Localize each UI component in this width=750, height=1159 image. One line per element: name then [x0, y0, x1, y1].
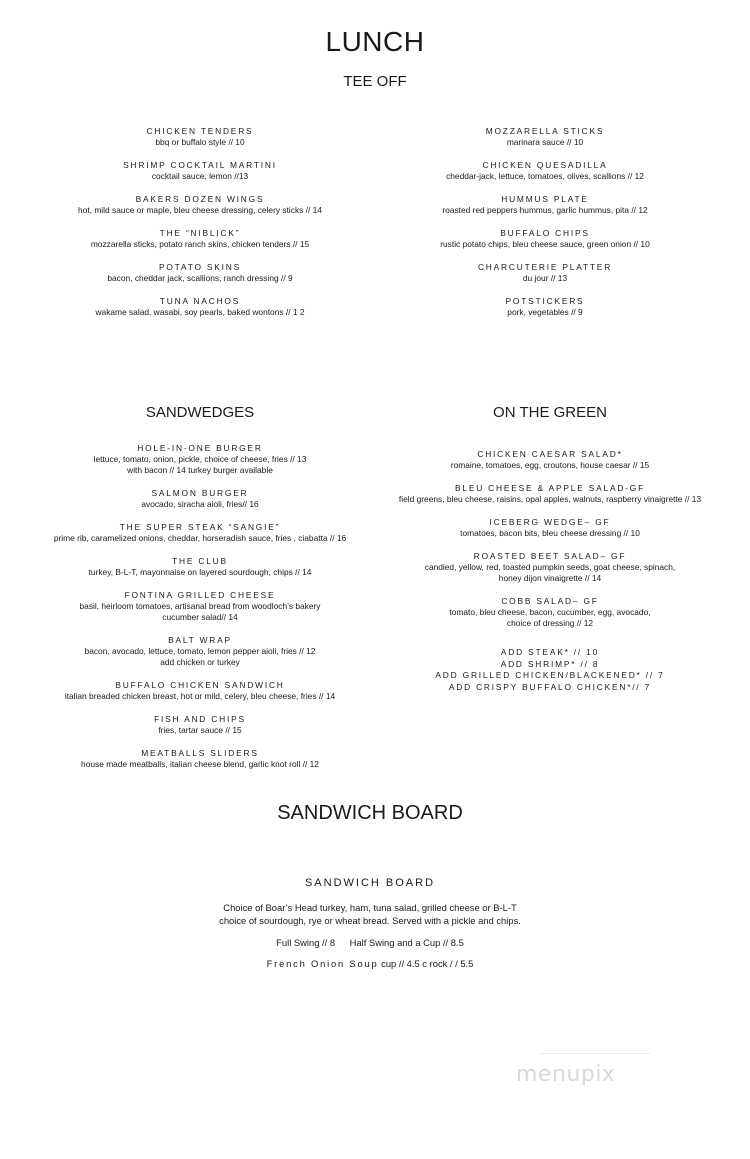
- menu-item: [380, 449, 720, 471]
- tee-off-left-column: [40, 126, 360, 330]
- item-desc: cocktail sauce, lemon //13: [151, 171, 249, 181]
- addon-item: ADD STEAK* // 10: [500, 647, 600, 657]
- menu-item: [40, 228, 360, 250]
- item-name: MOZZARELLA STICKS: [485, 126, 605, 136]
- item-desc: house made meatballs, italian cheese blend, garlic knot roll // 12: [81, 759, 319, 769]
- menu-item: [20, 714, 380, 736]
- item-desc: bbq or buffalo style // 10: [155, 137, 245, 147]
- item-name: COBB SALAD– GF: [501, 596, 599, 606]
- section-title-on-the-green: ON THE GREEN: [493, 404, 607, 421]
- menu-item: [380, 160, 710, 182]
- item-desc: add chicken or turkey: [160, 657, 240, 667]
- item-desc: cheddar-jack, lettuce, tomatoes, olives, scallions // 12: [446, 171, 644, 181]
- menu-item: [380, 596, 720, 629]
- item-name: BLEU CHEESE & APPLE SALAD-GF: [454, 483, 646, 493]
- item-name: ROASTED BEET SALAD– GF: [473, 551, 627, 561]
- menu-item: [20, 635, 380, 668]
- item-desc: honey dijon vinaigrette // 14: [498, 573, 602, 583]
- menu-item: [380, 483, 720, 505]
- item-desc: fries, tartar sauce // 15: [158, 725, 242, 735]
- salad-addons: [380, 647, 720, 693]
- item-name: HOLE-IN-ONE BURGER: [137, 443, 263, 453]
- item-desc: with bacon // 14 turkey burger available: [127, 465, 273, 475]
- item-name: THE CLUB: [172, 556, 228, 566]
- item-desc: tomatoes, bacon bits, bleu cheese dressing // 10: [460, 528, 640, 538]
- sandwich-board-block: [150, 877, 590, 969]
- sandwich-board-desc: [150, 902, 590, 927]
- sandwedges-column: [20, 404, 380, 782]
- item-name: BUFFALO CHICKEN SANDWICH: [115, 680, 285, 690]
- section-title-sandwedges: SANDWEDGES: [145, 404, 255, 421]
- item-desc: turkey, B-L-T, mayonnaise on layered sourdough, chips // 14: [88, 567, 312, 577]
- item-name: ICEBERG WEDGE– GF: [489, 517, 611, 527]
- page-title: LUNCH: [325, 26, 425, 57]
- menu-item: [380, 296, 710, 318]
- item-desc: romaine, tomatoes, egg, croutons, house caesar // 15: [450, 460, 650, 470]
- item-name: TUNA NACHOS: [159, 296, 241, 306]
- item-desc: avocado, siracha aioli, fries// 16: [141, 499, 259, 509]
- item-desc: candied, yellow, red, toasted pumpkin seeds, goat cheese, spinach,: [424, 562, 676, 572]
- sandwich-board-prices: [150, 937, 590, 948]
- menu-item: [40, 194, 360, 216]
- price-full-swing: Full Swing // 8: [276, 937, 336, 948]
- menu-item: [380, 551, 720, 584]
- soup-prices: cup // 4.5 c rock / / 5.5: [381, 958, 474, 969]
- item-desc: italian breaded chicken breast, hot or mild, celery, bleu cheese, fries // 14: [64, 691, 336, 701]
- sandwich-board-heading: SANDWICH BOARD: [304, 877, 436, 889]
- tee-off-right-column: [380, 126, 710, 330]
- desc-line: choice of sourdough, rye or wheat bread. Served with a pickle and chips.: [219, 914, 521, 926]
- menu-item: [20, 680, 380, 702]
- item-name: FONTINA GRILLED CHEESE: [124, 590, 276, 600]
- item-name: CHARCUTERIE PLATTER: [477, 262, 613, 272]
- menu-item: [40, 160, 360, 182]
- item-desc: hot, mild sauce or maple, bleu cheese dressing, celery sticks // 14: [78, 205, 322, 215]
- item-desc: wakame salad, wasabi, soy pearls, baked wontons // 1 2: [95, 307, 305, 317]
- menu-item: [40, 262, 360, 284]
- price-half-swing: Half Swing and a Cup // 8.5: [349, 937, 464, 948]
- section-title-sandwich-board: SANDWICH BOARD: [277, 802, 463, 824]
- item-name: MEATBALLS SLIDERS: [141, 748, 259, 758]
- on-the-green-column: [380, 404, 720, 693]
- item-desc: field greens, bleu cheese, raisins, opal apples, walnuts, raspberry vinaigrette // 13: [398, 494, 702, 504]
- soup-line: [150, 958, 590, 969]
- item-name: HUMMUS PLATE: [501, 194, 589, 204]
- item-name: FISH AND CHIPS: [154, 714, 246, 724]
- menu-item: [20, 748, 380, 770]
- item-name: BALT WRAP: [168, 635, 232, 645]
- item-name: THE SUPER STEAK “SANGIE”: [119, 522, 281, 532]
- watermark-logo: menupix: [516, 1062, 616, 1087]
- menu-item: [20, 590, 380, 623]
- menu-item: [40, 126, 360, 148]
- menu-item: [380, 262, 710, 284]
- desc-line: Choice of Boar’s Head turkey, ham, tuna salad, grilled cheese or B-L-T: [223, 902, 517, 913]
- menu-item: [20, 522, 380, 544]
- item-name: POTATO SKINS: [158, 262, 242, 272]
- menu-item: [40, 296, 360, 318]
- watermark-divider: [540, 1053, 650, 1054]
- addon-item: ADD CRISPY BUFFALO CHICKEN*// 7: [448, 681, 652, 692]
- item-desc: cucumber salad// 14: [162, 612, 238, 622]
- item-desc: basil, heirloom tomatoes, artisanal bread from woodloch’s bakery: [79, 601, 321, 611]
- soup-name: French Onion Soup: [266, 958, 379, 969]
- item-name: SALMON BURGER: [151, 488, 249, 498]
- item-name: CHICKEN CAESAR SALAD*: [477, 449, 623, 459]
- item-name: CHICKEN QUESADILLA: [482, 160, 608, 170]
- item-name: POTSTICKERS: [505, 296, 585, 306]
- item-desc: bacon, cheddar jack, scallions, ranch dressing // 9: [107, 273, 293, 283]
- item-desc: tomato, bleu cheese, bacon, cucumber, egg, avocado,: [449, 607, 651, 617]
- addon-item: ADD SHRIMP* // 8: [500, 658, 600, 669]
- item-name: BUFFALO CHIPS: [500, 228, 590, 238]
- item-desc: mozzarella sticks, potato ranch skins, chicken tenders // 15: [90, 239, 310, 249]
- item-name: BAKERS DOZEN WINGS: [135, 194, 265, 204]
- item-desc: prime rib, caramelized onions, cheddar, horseradish sauce, fries , ciabatta // 16: [53, 533, 347, 543]
- item-desc: lettuce, tomato, onion, pickle, choice of cheese, fries // 13: [93, 454, 307, 464]
- item-desc: pork, vegetables // 9: [507, 307, 583, 317]
- menu-item: [380, 126, 710, 148]
- addon-item: ADD GRILLED CHICKEN/BLACKENED* // 7: [435, 670, 665, 680]
- section-title-tee-off: TEE OFF: [343, 73, 407, 90]
- menu-item: [20, 488, 380, 510]
- item-name: THE “NIBLICK”: [159, 228, 241, 238]
- menu-item: [20, 443, 380, 476]
- item-desc: roasted red peppers hummus, garlic hummus, pita // 12: [442, 205, 648, 215]
- item-desc: rustic potato chips, bleu cheese sauce, green onion // 10: [440, 239, 650, 249]
- item-name: CHICKEN TENDERS: [146, 126, 254, 136]
- menu-item: [380, 194, 710, 216]
- item-name: SHRIMP COCKTAIL MARTINI: [123, 160, 277, 170]
- menu-item: [20, 556, 380, 578]
- item-desc: du jour // 13: [522, 273, 568, 283]
- item-desc: bacon, avocado, lettuce, tomato, lemon pepper aioli, fries // 12: [84, 646, 316, 656]
- menu-item: [380, 228, 710, 250]
- item-desc: marinara sauce // 10: [506, 137, 584, 147]
- menu-item: [380, 517, 720, 539]
- item-desc: choice of dressing // 12: [506, 618, 594, 628]
